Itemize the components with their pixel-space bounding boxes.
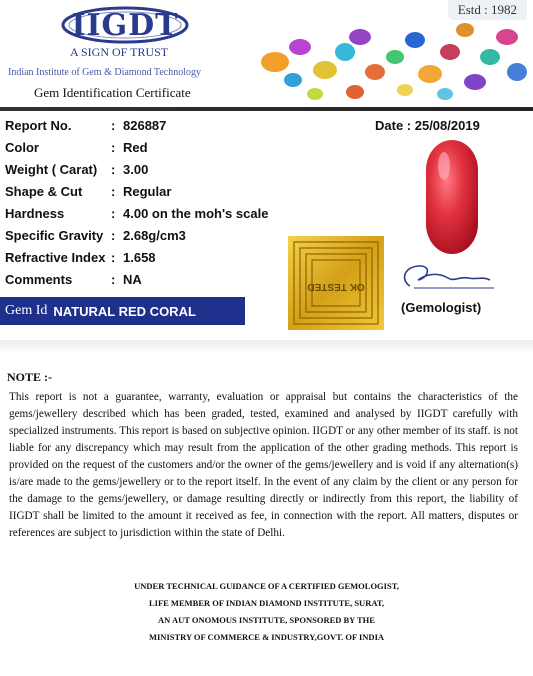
gem-photo [422,138,482,256]
established-year: Estd : 1982 [448,0,527,20]
note-body: This report is not a guarantee, warranty, evaluation or appraisal but contains the characteristics of the gems/jewellery described which has been graded, tested, examined and analysed by IIGDT carefully with specialized instruments. This report is based on subjective opinion. IIGDT or any other member of its staff. is not liable for any discrepancy which may result from the application of the other grading methods. This report is provided on the request of the customers and/or the owner of the gems/jewellery and is void if any alternation(s) is/are made to the gems/jewellery or to the report itself. In the event of any claim by the client or any person for the damage to the gems/jewellery, or damage resulting directly or indirectly from this report, the liability of IIGDT shall be limited to the amount it received as fee, in connection with the report. All matters, disputes or references are subject to jurisdiction within the state of Delhi. [9,391,518,540]
certificate-title: Gem Identification Certificate [34,85,191,100]
field-value: NA [123,272,142,287]
logo-text: IIGDT [71,7,179,43]
iigdt-logo [60,6,190,44]
gemstones-image [245,12,533,107]
gemologist-signature [398,258,498,294]
field-label: Weight ( Carat) [5,162,98,177]
hologram-text: OK TESTED [307,281,365,292]
field-value: 1.658 [123,250,156,265]
field-label: Color [5,140,39,155]
field-label: Report No. [5,118,72,133]
tagline: A SIGN OF TRUST [70,45,169,59]
footer-line: AN AUT ONOMOUS INSTITUTE, SPONSORED BY THE [158,615,375,625]
footer-line: MINISTRY OF COMMERCE & INDUSTRY,GOVT. OF INDIA [148,632,385,642]
gem-id-bar [0,297,245,325]
field-label: Refractive Index [5,250,106,265]
hologram-seal [288,236,384,330]
gemologist-label: (Gemologist) [401,300,482,315]
field-value: Regular [123,184,172,199]
field-label: Specific Gravity [5,228,104,243]
field-value: 4.00 on the moh's scale [123,206,269,221]
footer-line: LIFE MEMBER OF INDIAN DIAMOND INSTITUTE, SURAT, [148,598,385,608]
report-date: Date : 25/08/2019 [375,118,480,133]
field-value: 3.00 [123,162,149,177]
field-label: Shape & Cut [5,184,83,199]
footer-block [0,578,533,646]
gem-id-label: Gem Id [5,303,48,318]
note-heading: NOTE :- [7,370,52,384]
field-value: Red [123,140,148,155]
certificate-card: IIGDT A SIGN OF TRUST Indian Institute of Gem & Diamond Technology Gem Identification Certificate Estd : 1982 Report No. : 826887 Color : Red Weight ( Carat) : 3.00 Shape & Cut : Regular Hardness : 4.00 on the moh's scale Specific Gravity : 2.68g/cm3 Refractive Index : 1.658 Comments : NA Date : 25/08/2019 Gem Id NATURAL RED CORAL OK TESTED (Gemologist) [0,0,533,352]
field-label: Comments [5,272,73,287]
gem-id-value: NATURAL RED CORAL [53,303,196,319]
institute-name: Indian Institute of Gem & Diamond Technology [8,67,201,78]
card-edge [0,340,533,354]
header-divider [0,107,533,111]
field-value: 826887 [123,118,167,133]
field-value: 2.68g/cm3 [123,228,186,243]
field-label: Hardness [5,206,65,221]
footer-line: UNDER TECHNICAL GUIDANCE OF A CERTIFIED GEMOLOGIST, [134,581,399,591]
